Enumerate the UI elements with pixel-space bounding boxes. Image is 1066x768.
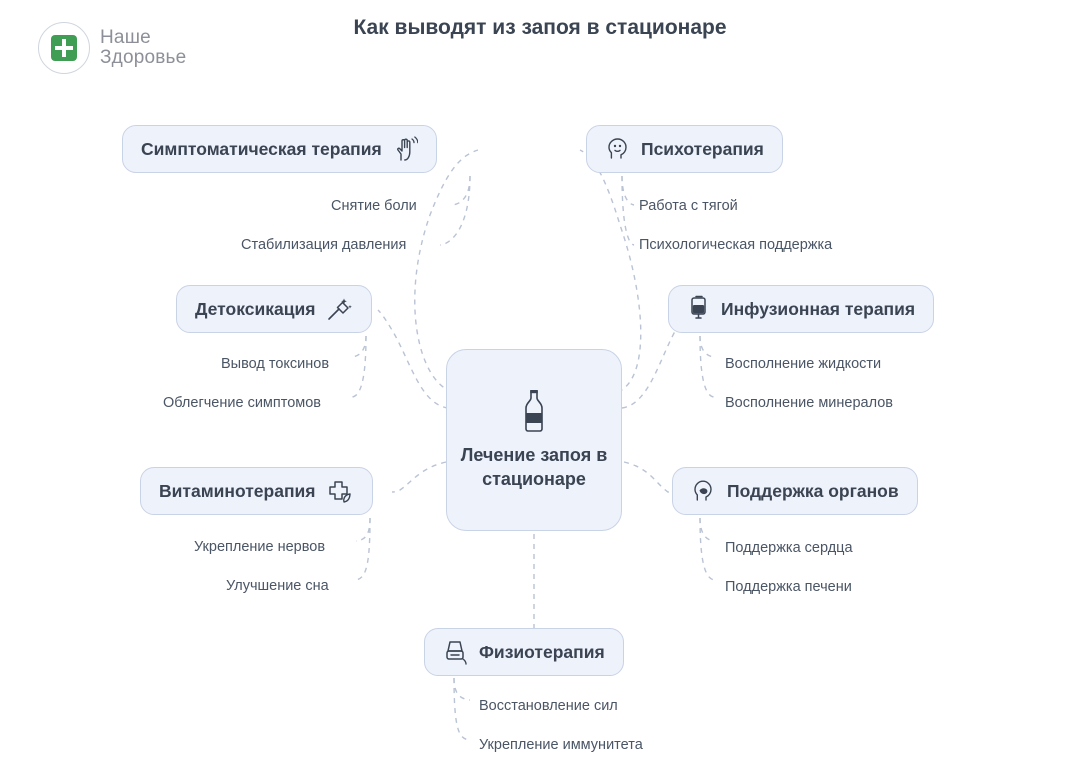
node-symptom[interactable] bbox=[122, 125, 437, 173]
node-organs[interactable] bbox=[672, 467, 918, 515]
head-psyche-icon bbox=[605, 136, 631, 162]
node-psycho[interactable] bbox=[586, 125, 783, 173]
leaf-vitamin-1: Улучшение сна bbox=[226, 578, 329, 594]
node-psycho-label: Психотерапия bbox=[641, 138, 764, 159]
leaf-infusion-0: Восполнение жидкости bbox=[725, 356, 882, 372]
leaf-organs-1: Поддержка печени bbox=[725, 579, 852, 595]
bottle-icon bbox=[521, 389, 547, 433]
node-symptom-label: Симптоматическая терапия bbox=[141, 138, 382, 159]
physio-device-icon bbox=[443, 638, 469, 666]
node-center-label: Лечение запоя в стационаре bbox=[460, 444, 608, 489]
node-infusion-label: Инфузионная терапия bbox=[721, 298, 916, 319]
brand-name-line1: Наше bbox=[100, 27, 151, 49]
node-vitamin-label: Витаминотерапия bbox=[159, 480, 316, 501]
first-aid-leaf-icon bbox=[326, 478, 354, 504]
leaf-infusion-1: Восполнение минералов bbox=[725, 395, 893, 411]
brand-name-line2: Здоровье bbox=[100, 47, 187, 68]
node-center[interactable] bbox=[446, 349, 622, 531]
hand-pain-icon bbox=[392, 136, 418, 162]
leaf-psycho-0: Работа с тягой bbox=[639, 198, 738, 214]
leaf-psycho-1: Психологическая поддержка bbox=[639, 237, 833, 253]
leaf-organs-0: Поддержка сердца bbox=[725, 540, 853, 556]
iv-drip-icon bbox=[687, 295, 711, 323]
leaf-symptom-1: Стабилизация давления bbox=[241, 237, 407, 253]
leaf-detox-1: Облегчение симптомов bbox=[163, 395, 322, 411]
leaf-symptom-0: Снятие боли bbox=[331, 198, 417, 214]
leaf-physio-1: Укрепление иммунитета bbox=[479, 737, 643, 753]
node-infusion[interactable] bbox=[668, 285, 934, 333]
node-detox-label: Детоксикация bbox=[195, 298, 316, 319]
node-vitamin[interactable] bbox=[140, 467, 373, 515]
node-organs-label: Поддержка органов bbox=[727, 480, 899, 501]
node-physio[interactable] bbox=[424, 628, 624, 676]
page-title: Как выводят из запоя в стационаре bbox=[353, 16, 727, 39]
node-detox[interactable] bbox=[176, 285, 372, 333]
node-physio-label: Физиотерапия bbox=[479, 641, 605, 662]
leaf-detox-0: Вывод токсинов bbox=[221, 356, 330, 372]
leaf-physio-0: Восстановление сил bbox=[479, 698, 618, 714]
broom-clean-icon bbox=[325, 295, 353, 323]
liver-head-icon bbox=[691, 478, 717, 504]
leaf-vitamin-0: Укрепление нервов bbox=[194, 539, 326, 555]
